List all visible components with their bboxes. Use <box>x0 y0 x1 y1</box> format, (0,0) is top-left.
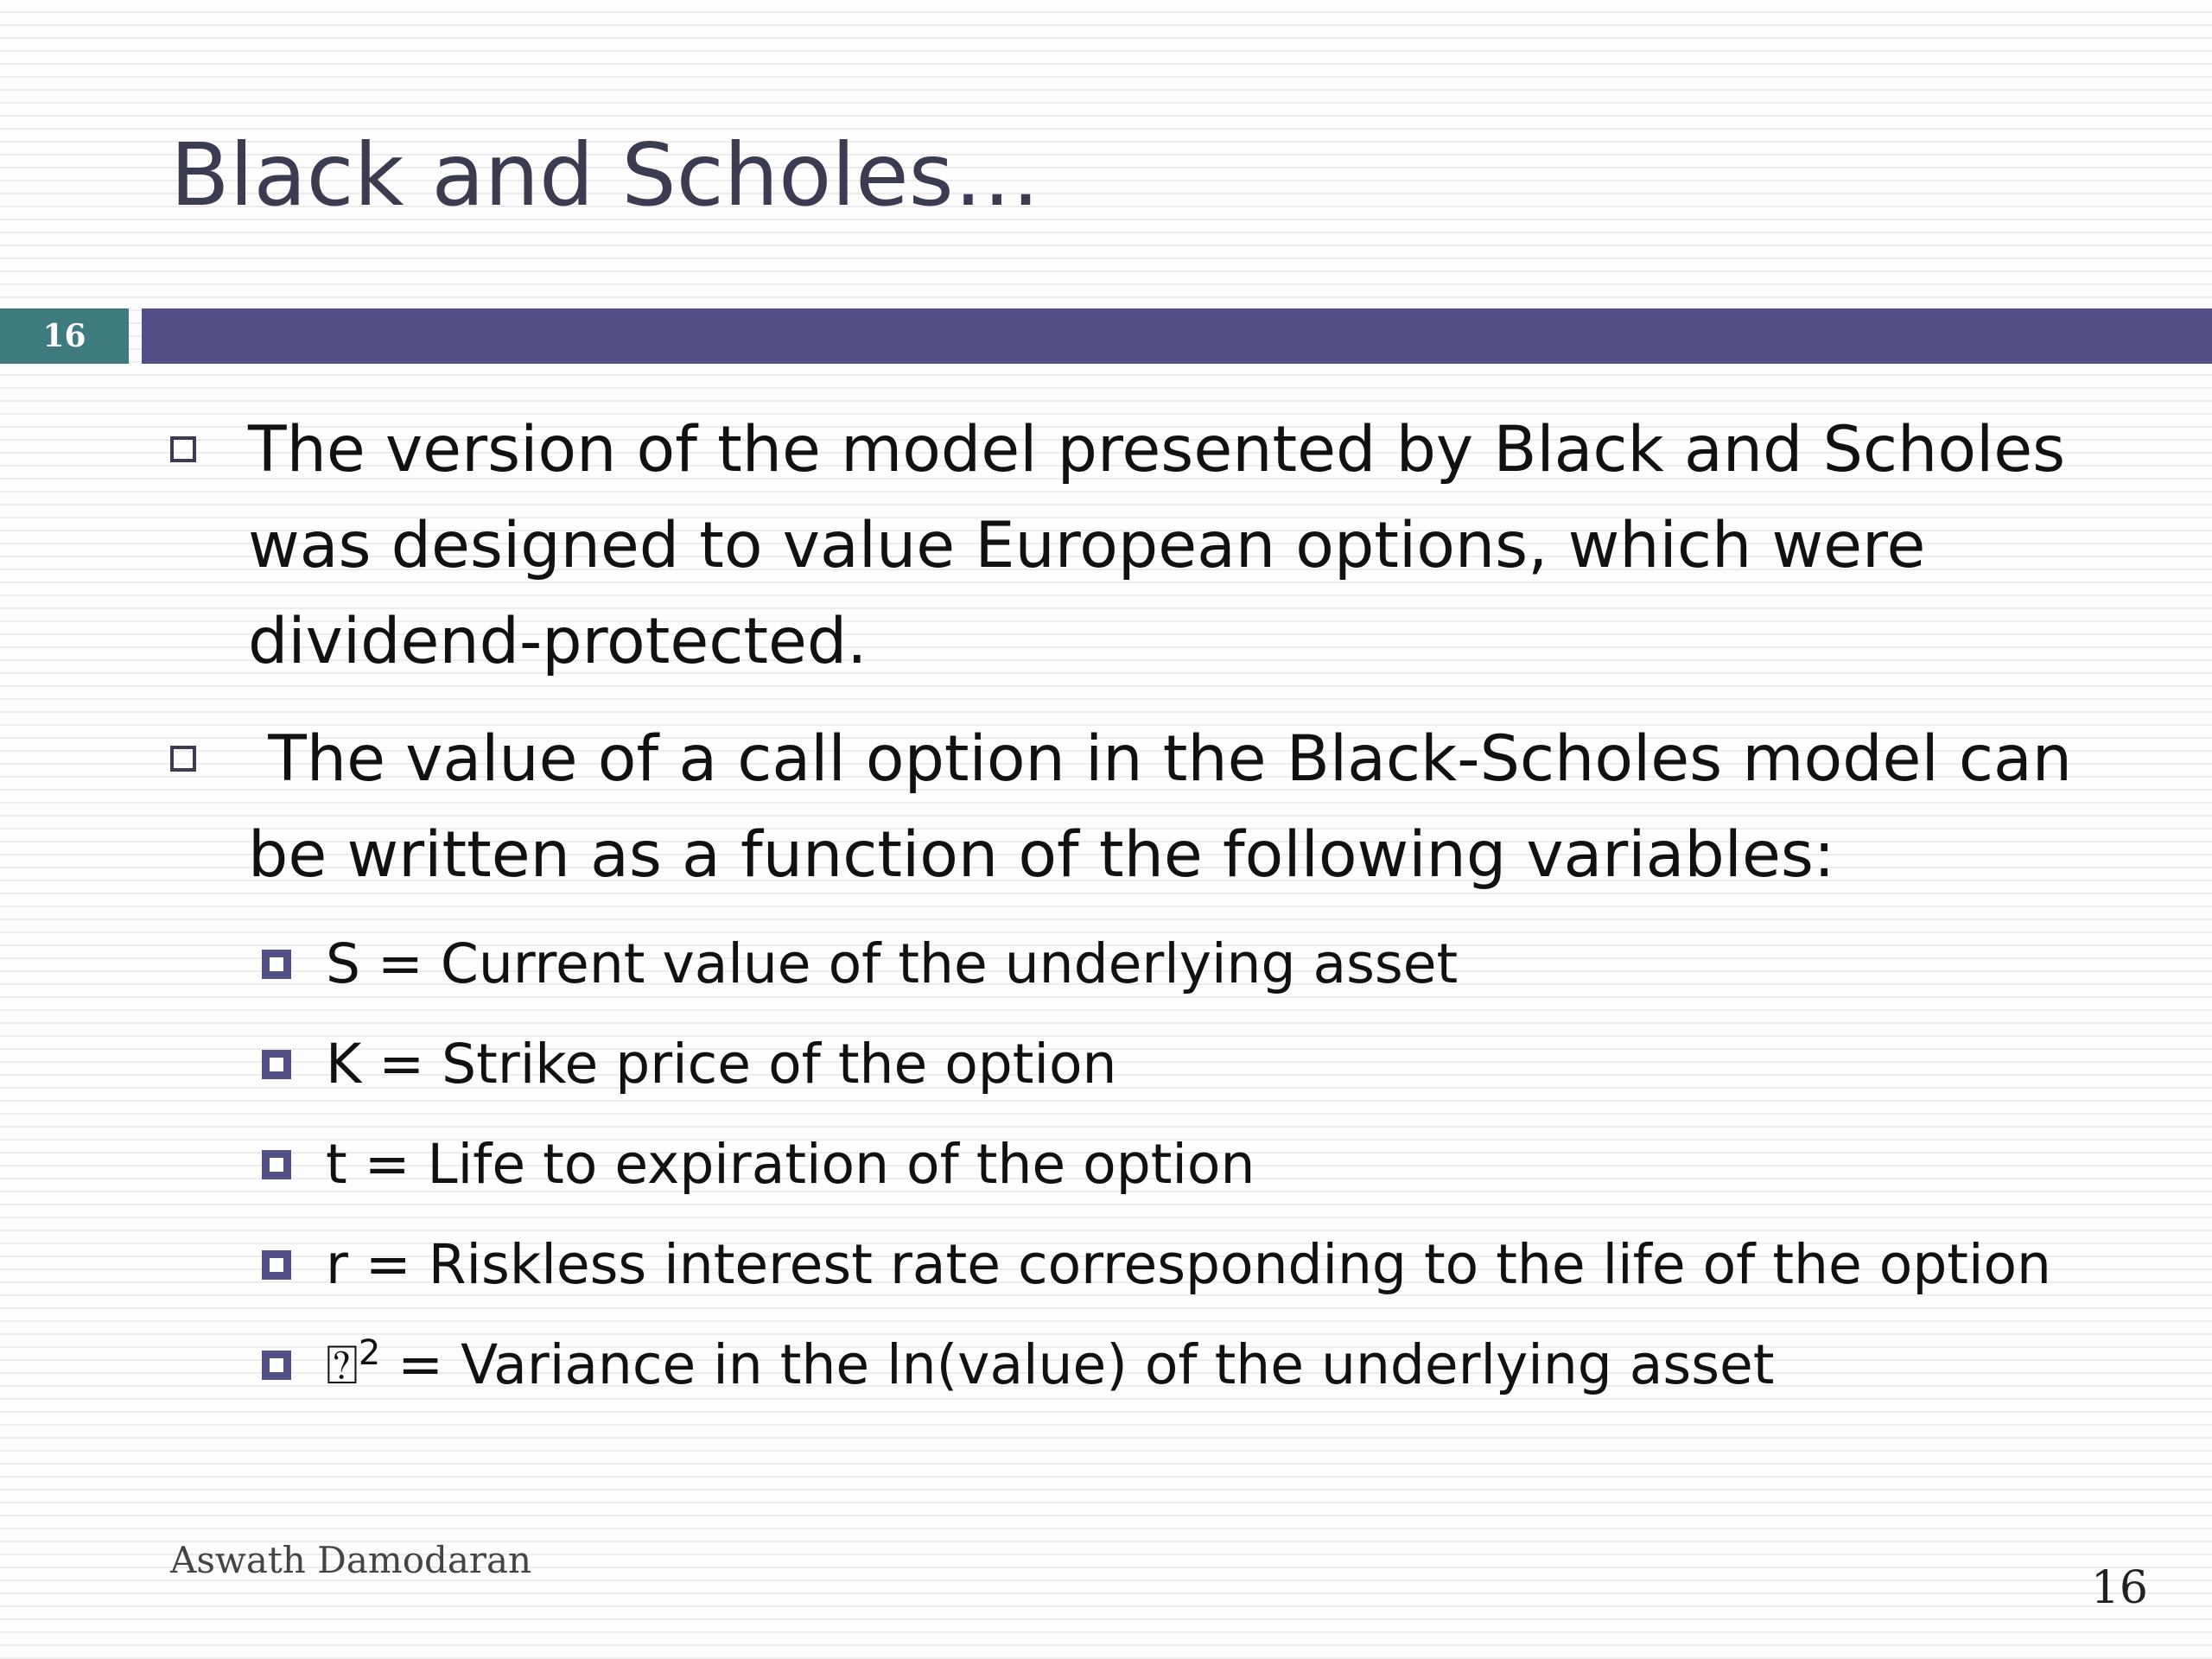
variable-item <box>170 1215 2158 1315</box>
hollow-square-bullet-icon <box>170 746 196 772</box>
square-bullet-icon <box>262 1050 291 1079</box>
variable-item <box>170 1315 2158 1415</box>
variance-symbol: ⍰ <box>326 1333 359 1396</box>
square-bullet-icon <box>262 1250 291 1280</box>
variance-exponent: 2 <box>358 1333 381 1373</box>
square-bullet-icon <box>262 1351 291 1380</box>
variable-text: K = Strike price of the option <box>326 1033 1117 1096</box>
slide-number-badge: 16 <box>0 308 129 364</box>
slide-title: Black and Scholes… <box>170 124 1040 226</box>
bullet-text: The version of the model presented by Black and Scholes was designed to value European options, which were dividend-protected. <box>248 413 2066 678</box>
title-divider-bar <box>142 308 2212 364</box>
variable-text: r = Riskless interest rate corresponding to the life of the option <box>326 1233 2051 1296</box>
square-bullet-icon <box>262 1150 291 1179</box>
slide-content <box>170 402 2158 1415</box>
variable-item <box>170 1115 2158 1215</box>
bullet-text: The value of a call option in the Black-Scholes model can be written as a function of the following variables: <box>248 722 2093 892</box>
bullet-item <box>170 711 2158 903</box>
variable-list <box>170 914 2158 1415</box>
footer-author: Aswath Damodaran <box>170 1539 532 1581</box>
footer-page-number: 16 <box>2090 1562 2148 1614</box>
variance-text: = Variance in the ln(value) of the underlying asset <box>380 1333 1775 1396</box>
variable-item <box>170 914 2158 1014</box>
bullet-item <box>170 402 2158 690</box>
hollow-square-bullet-icon <box>170 436 196 462</box>
variable-item <box>170 1014 2158 1115</box>
variable-text: S = Current value of the underlying asset <box>326 932 1459 995</box>
square-bullet-icon <box>262 950 291 979</box>
variable-text: t = Life to expiration of the option <box>326 1133 1255 1196</box>
